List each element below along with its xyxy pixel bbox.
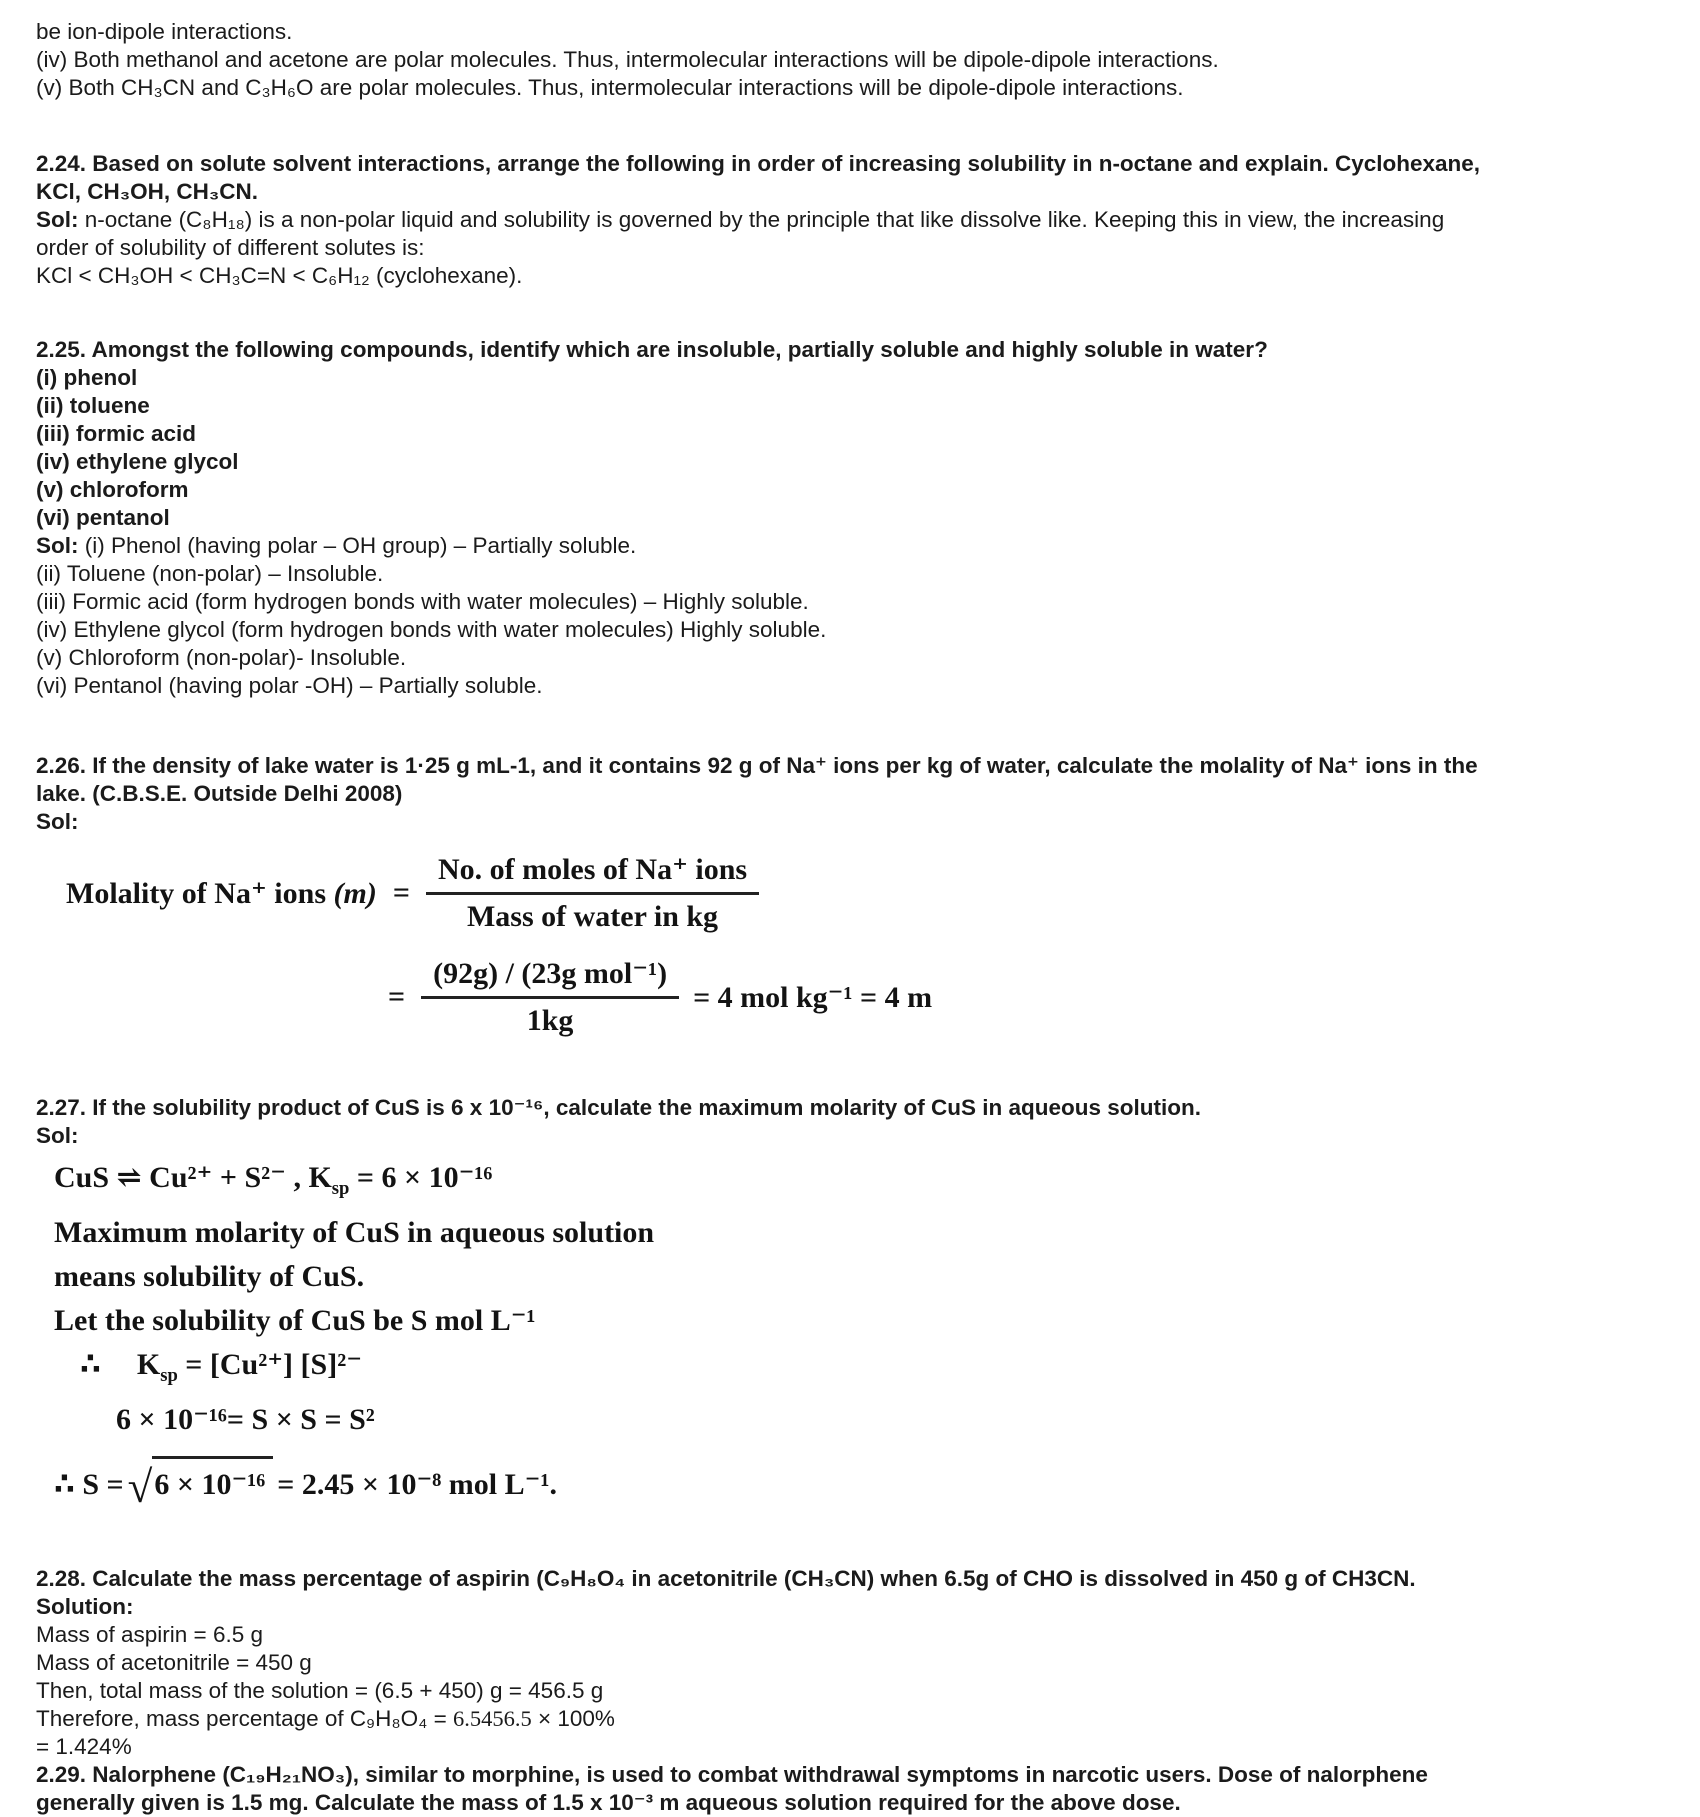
equation-line: [54, 1156, 1670, 1211]
text-line: means solubility of CuS.: [54, 1260, 365, 1293]
fraction: [421, 956, 679, 1038]
solution-line: (ii) Toluene (non-polar) – Insoluble.: [36, 561, 384, 586]
subscript: sp: [331, 1178, 350, 1199]
fraction-numerator: No. of moles of Na⁺ ions: [426, 852, 759, 895]
question-heading-line: 2.25. Amongst the following compounds, identify which are insoluble, partially soluble and highly soluble in water?: [36, 337, 1268, 362]
question-heading-line: 2.29. Nalorphene (C₁₉H₂₁NO₃), similar to morphine, is used to combat withdrawal symptoms in narcotic users. Dose of nalorphene: [36, 1762, 1428, 1787]
formula-lhs: [66, 876, 377, 911]
sol-label: Sol:: [36, 1123, 79, 1148]
sol-label: Sol:: [36, 207, 79, 232]
question-2-29: [36, 1761, 1670, 1817]
text-line: (iv) Both methanol and acetone are polar molecules. Thus, intermolecular interactions will be dipole-dipole interactions.: [36, 47, 1219, 72]
molality-formula-line2: [386, 956, 1670, 1038]
fraction-numerator: (92g) / (23g mol⁻¹): [421, 956, 679, 999]
fraction-denominator: 1kg: [526, 1004, 574, 1037]
equation-line: 6 × 10⁻¹⁶= S × S = S²: [116, 1403, 375, 1436]
radical-sign: √: [127, 1461, 153, 1512]
formula-text: K: [136, 1348, 161, 1381]
list-item: (i) phenol: [36, 365, 138, 390]
text-line: n-octane (C₈H₁₈) is a non-polar liquid and solubility is governed by the principle that like dissolve like. Keeping this in view, the increasing: [78, 207, 1445, 232]
text-line: Then, total mass of the solution = (6.5 + 450) g = 456.5 g: [36, 1678, 604, 1703]
formula-text: = 6 × 10⁻¹⁶: [349, 1161, 493, 1194]
solution-line: (iv) Ethylene glycol (form hydrogen bonds with water molecules) Highly soluble.: [36, 617, 827, 642]
formula-text: = [Cu²⁺] [S]²⁻: [177, 1348, 363, 1381]
question-heading-line: 2.26. If the density of lake water is 1·25 g mL-1, and it contains 92 g of Na⁺ ions per kg of water, calculate the molality of Na⁺ ions in the: [36, 753, 1478, 778]
molality-formula-line1: [66, 852, 1670, 934]
question-2-28: [36, 1565, 1670, 1761]
formula-variable: (m): [333, 876, 377, 910]
therefore-sign: ∴: [80, 1348, 101, 1381]
radicand: 6 × 10⁻¹⁶: [152, 1456, 273, 1507]
text-line: KCl < CH₃OH < CH₃C=N < C₆H₁₂ (cyclohexane).: [36, 263, 523, 288]
text-line: (v) Both CH₃CN and C₃H₆O are polar molecules. Thus, intermolecular interactions will be dipole-dipole interactions.: [36, 75, 1184, 100]
list-item: (ii) toluene: [36, 393, 150, 418]
equals-sign: =: [388, 980, 406, 1013]
question-heading-line: lake. (C.B.S.E. Outside Delhi 2008): [36, 781, 403, 806]
text-line: = 1.424%: [36, 1734, 132, 1759]
list-item: (iv) ethylene glycol: [36, 449, 239, 474]
formula-result: = 4 mol kg⁻¹ = 4 m: [693, 980, 933, 1014]
text-line: order of solubility of different solutes is:: [36, 235, 425, 260]
formula-text: CuS ⇌ Cu²⁺ + S²⁻ , K: [54, 1161, 332, 1194]
molality-formula-image: [66, 852, 1670, 1038]
square-root: [127, 1456, 274, 1512]
formula-text: ∴ S =: [54, 1468, 124, 1501]
formula-text: Molality of Na⁺ ions: [66, 876, 334, 910]
sol-label: Solution:: [36, 1594, 134, 1619]
equation-line: [80, 1343, 1670, 1398]
question-2-24: [36, 150, 1670, 290]
subscript: sp: [160, 1365, 178, 1386]
solution-line: (v) Chloroform (non-polar)- Insoluble.: [36, 645, 407, 670]
text-line: Mass of aspirin = 6.5 g: [36, 1622, 263, 1647]
solution-line: [36, 206, 1670, 234]
question-heading-line: 2.24. Based on solute solvent interactions, arrange the following in order of increasing solubility in n-octane and explain. Cyclohexane,: [36, 151, 1481, 176]
text-line: be ion-dipole interactions.: [36, 19, 293, 44]
formula-text: Therefore, mass percentage of C₉H₈O₄ =: [36, 1706, 453, 1731]
list-item: (vi) pentanol: [36, 505, 170, 530]
text-line: Let the solubility of CuS be S mol L⁻¹: [54, 1304, 536, 1337]
list-item: (iii) formic acid: [36, 421, 197, 446]
cus-working-image: [54, 1156, 1670, 1512]
text-line: [36, 1705, 1670, 1733]
list-item: (v) chloroform: [36, 477, 189, 502]
equation-line: [54, 1456, 1670, 1512]
formula-text: × 100%: [531, 1706, 615, 1731]
text-line: (i) Phenol (having polar – OH group) – Partially soluble.: [78, 533, 637, 558]
question-heading-line: generally given is 1.5 mg. Calculate the mass of 1.5 x 10⁻³ m aqueous solution required for the above dose.: [36, 1790, 1181, 1815]
question-heading-line: 2.27. If the solubility product of CuS is 6 x 10⁻¹⁶, calculate the maximum molarity of CuS in aqueous solution.: [36, 1095, 1201, 1120]
solution-line: (iii) Formic acid (form hydrogen bonds with water molecules) – Highly soluble.: [36, 589, 809, 614]
equals-sign: =: [392, 876, 410, 909]
intro-paragraph: [36, 18, 1670, 102]
question-2-25: [36, 336, 1670, 700]
text-line: Maximum molarity of CuS in aqueous solution: [54, 1216, 655, 1249]
fraction: [426, 852, 759, 934]
formula-text: = 2.45 × 10⁻⁸ mol L⁻¹.: [277, 1468, 557, 1501]
solution-line: (vi) Pentanol (having polar -OH) – Partially soluble.: [36, 673, 543, 698]
sol-label: Sol:: [36, 809, 79, 834]
question-heading-line: KCl, CH₃OH, CH₃CN.: [36, 179, 259, 204]
question-heading-line: 2.28. Calculate the mass percentage of aspirin (C₉H₈O₄ in acetonitrile (CH₃CN) when 6.5g of CHO is dissolved in 450 g of CH3CN.: [36, 1566, 1416, 1591]
inline-fraction: 6.5456.5: [453, 1706, 532, 1731]
question-2-27: [36, 1094, 1670, 1150]
solution-line: [36, 532, 1670, 560]
text-line: Mass of acetonitrile = 450 g: [36, 1650, 312, 1675]
sol-label: Sol:: [36, 533, 79, 558]
fraction-denominator: Mass of water in kg: [466, 900, 719, 933]
question-2-26: [36, 752, 1670, 836]
